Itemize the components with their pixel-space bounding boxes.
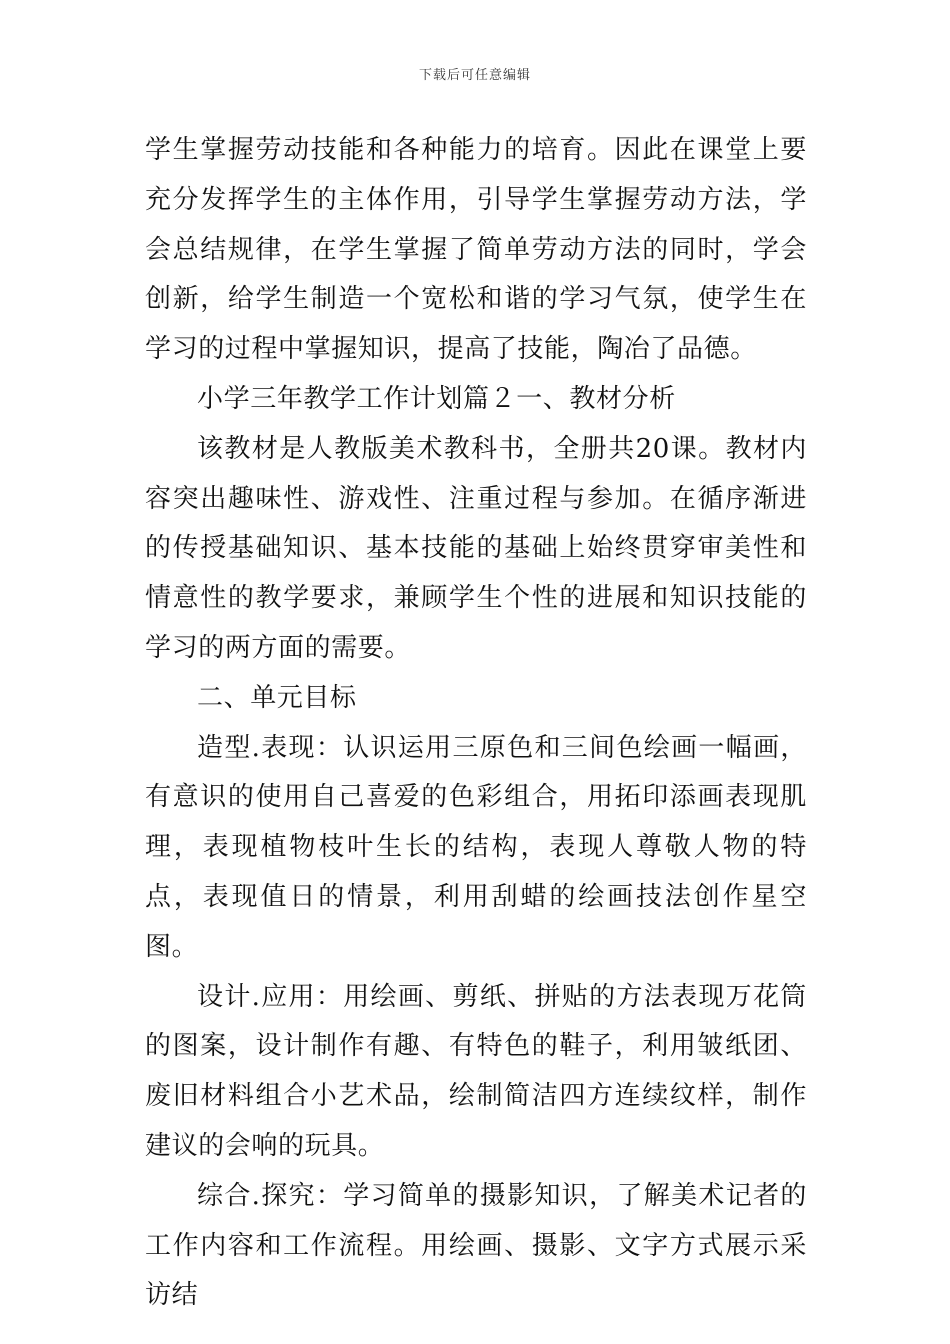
paragraph-synthesis-exploration: 综合.探究：学习简单的摄影知识，了解美术记者的工作内容和工作流程。用绘画、摄影、文字方式展示采访结 — [145, 1180, 807, 1311]
page-header: 下载后可任意编辑 — [418, 68, 531, 83]
document-body — [145, 126, 807, 1321]
paragraph-continuation: 学生掌握劳动技能和各种能力的培育。因此在课堂上要充分发挥学生的主体作用，引导学生掌握劳动方法，学会总结规律，在学生掌握了简单劳动方法的同时，学会创新，给学生制造一个宽松和谐的学习气氛，使学生在学习的过程中掌握知识，提高了技能，陶冶了品德。 — [145, 135, 807, 365]
paragraph-textbook-analysis: 该教材是人教版美术教科书，全册共20课。教材内容突出趣味性、游戏性、注重过程与参加。在循序渐进的传授基础知识、基本技能的基础上始终贯穿审美性和情意性的教学要求，兼顾学生个性的进展和知识技能的学习的两方面的需要。 — [145, 433, 807, 663]
paragraph-design-application: 设计.应用：用绘画、剪纸、拼贴的方法表现万花筒的图案，设计制作有趣、有特色的鞋子，利用皱纸团、废旧材料组合小艺术品，绘制简洁四方连续纹样，制作建议的会响的玩具。 — [145, 981, 807, 1161]
section-heading-unit-goals: 二、单元目标 — [197, 682, 357, 713]
section-title: 小学三年教学工作计划篇２一、教材分析 — [197, 383, 676, 414]
paragraph-modeling-expression: 造型.表现：认识运用三原色和三间色绘画一幅画，有意识的使用自己喜爱的色彩组合，用拓印添画表现肌理，表现植物枝叶生长的结构，表现人尊敬人物的特点，表现值日的情景，利用刮蜡的绘画技法创作星空图。 — [145, 732, 807, 962]
